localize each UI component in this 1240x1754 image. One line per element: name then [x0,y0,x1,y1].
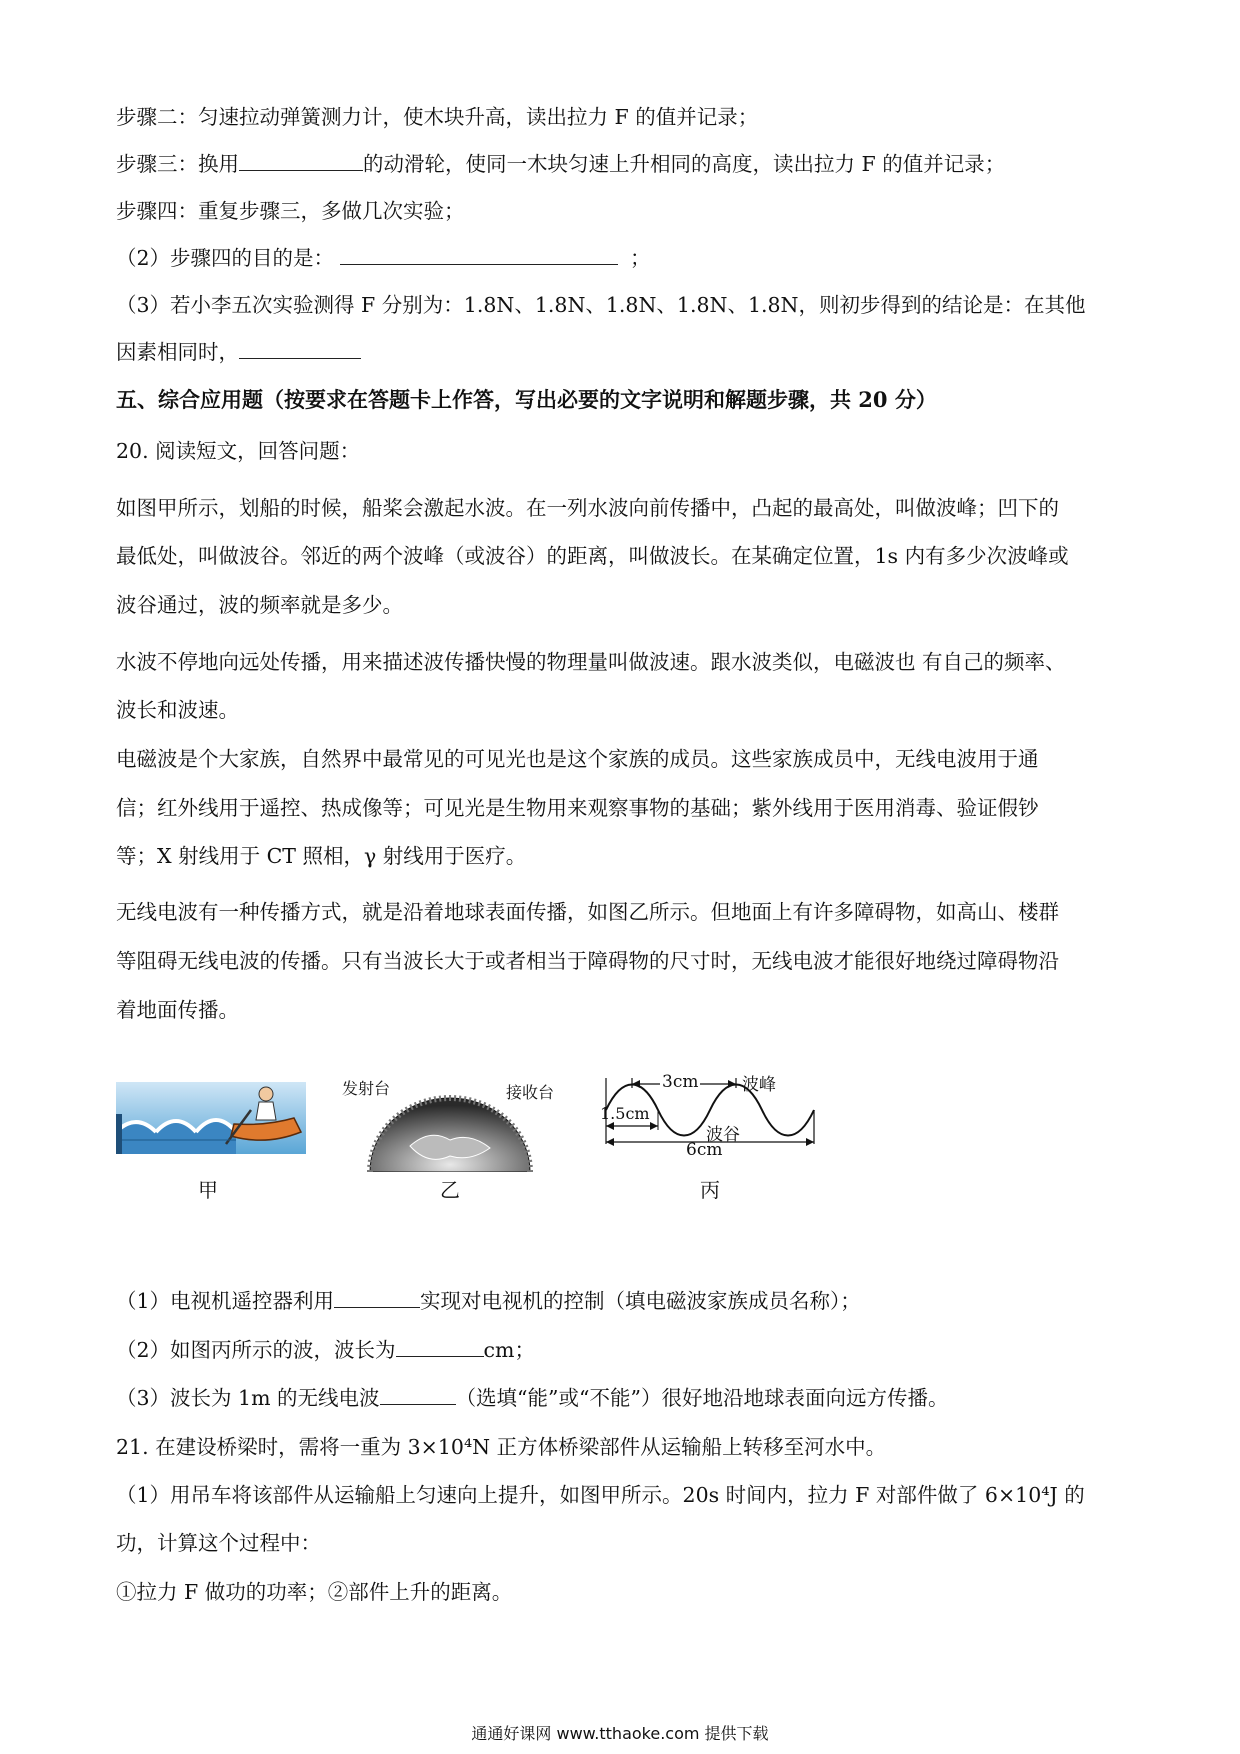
wave-label-1-5cm: 1.5cm [600,1104,650,1123]
answer-blank[interactable] [239,338,361,359]
answer-blank[interactable] [340,244,618,265]
para-line: 等；X 射线用于 CT 照相，γ 射线用于医疗。 [116,844,527,868]
wave-label-trough: 波谷 [706,1125,740,1145]
problem-20: 20. 阅读短文，回答问题： [116,439,361,463]
receiver-label: 接收台 [506,1083,555,1102]
answer-blank[interactable] [380,1384,456,1405]
page-footer: 通通好课网 www.tthaoke.com 提供下载 [471,1724,769,1743]
step-three: 步骤三：换用 的动滑轮，使同一木块匀速上升相同的高度，读出拉力 F 的值并记录； [116,152,1006,176]
para-line: 等阻碍无线电波的传播。只有当波长大于或者相当于障碍物的尺寸时，无线电波才能很好地绕过障碍物沿 [116,949,1059,973]
wave-label-3cm: 3cm [662,1072,699,1092]
figure-caption: 甲 [198,1178,218,1202]
answer-blank[interactable] [396,1336,484,1357]
question-3-cont: 因素相同时， [116,338,361,366]
step-two: 步骤二：匀速拉动弹簧测力计，使木块升高，读出拉力 F 的值并记录； [116,105,759,129]
question-21-1-items: ①拉力 F 做功的功率；②部件上升的距离。 [116,1580,513,1604]
para-line: 信；红外线用于遥控、热成像等；可见光是生物用来观察事物的基础；紫外线用于医用消毒、验证假钞 [116,796,1039,820]
para-line: 如图甲所示，划船的时候，船桨会激起水波。在一列水波向前传播中，凸起的最高处，叫做波峰；凹下的 [116,496,1059,520]
para-line: 无线电波有一种传播方式，就是沿着地球表面传播，如图乙所示。但地面上有许多障碍物，如高山、楼群 [116,900,1059,924]
answer-blank[interactable] [239,150,363,171]
question-21-1: （1）用吊车将该部件从运输船上匀速向上提升，如图甲所示。20s 时间内，拉力 F 对部件做了 6×10⁴J 的 [116,1483,1085,1507]
question-21-1-cont: 功，计算这个过程中： [116,1531,321,1555]
transmitter-label: 发射台 [342,1079,391,1098]
problem-21: 21. 在建设桥梁时，需将一重为 3×10⁴N 正方体桥梁部件从运输船上转移至河水中。 [116,1435,887,1459]
question-20-1: （1）电视机遥控器利用 实现对电视机的控制（填电磁波家族成员名称）； [116,1289,861,1313]
para-line: 最低处，叫做波谷。邻近的两个波峰（或波谷）的距离，叫做波长。在某确定位置，1s 内有多少次波峰或 [116,544,1069,568]
question-2: （2）步骤四的目的是： ； [116,246,651,270]
step-four: 步骤四：重复步骤三，多做几次实验； [116,199,465,223]
para-line: 波长和波速。 [116,698,239,722]
para-line: 水波不停地向远处传播，用来描述波传播快慢的物理量叫做波速。跟水波类似，电磁波也 有自己的频率、 [116,650,1066,674]
answer-blank[interactable] [334,1287,420,1308]
question-20-3: （3）波长为 1m 的无线电波 （选填“能”或“不能”）很好地沿地球表面向远方传播。 [116,1386,949,1410]
wave-label-6cm: 6cm [686,1140,723,1160]
para-line: 电磁波是个大家族，自然界中最常见的可见光也是这个家族的成员。这些家族成员中，无线电波用于通 [116,747,1039,771]
figure-caption: 乙 [440,1178,460,1202]
figure-caption: 丙 [700,1178,720,1202]
wave-label-peak: 波峰 [742,1075,776,1095]
figure-jia-boat [116,1074,306,1158]
question-3: （3）若小李五次实验测得 F 分别为：1.8N、1.8N、1.8N、1.8N、1.8N，则初步得到的结论是：在其他 [116,293,1086,317]
para-line: 波谷通过，波的频率就是多少。 [116,593,403,617]
section-five-heading: 五、综合应用题（按要求在答题卡上作答，写出必要的文字说明和解题步骤，共 20 分） [116,387,937,412]
para-line: 着地面传播。 [116,998,239,1022]
question-20-2: （2）如图丙所示的波，波长为 cm； [116,1338,535,1362]
